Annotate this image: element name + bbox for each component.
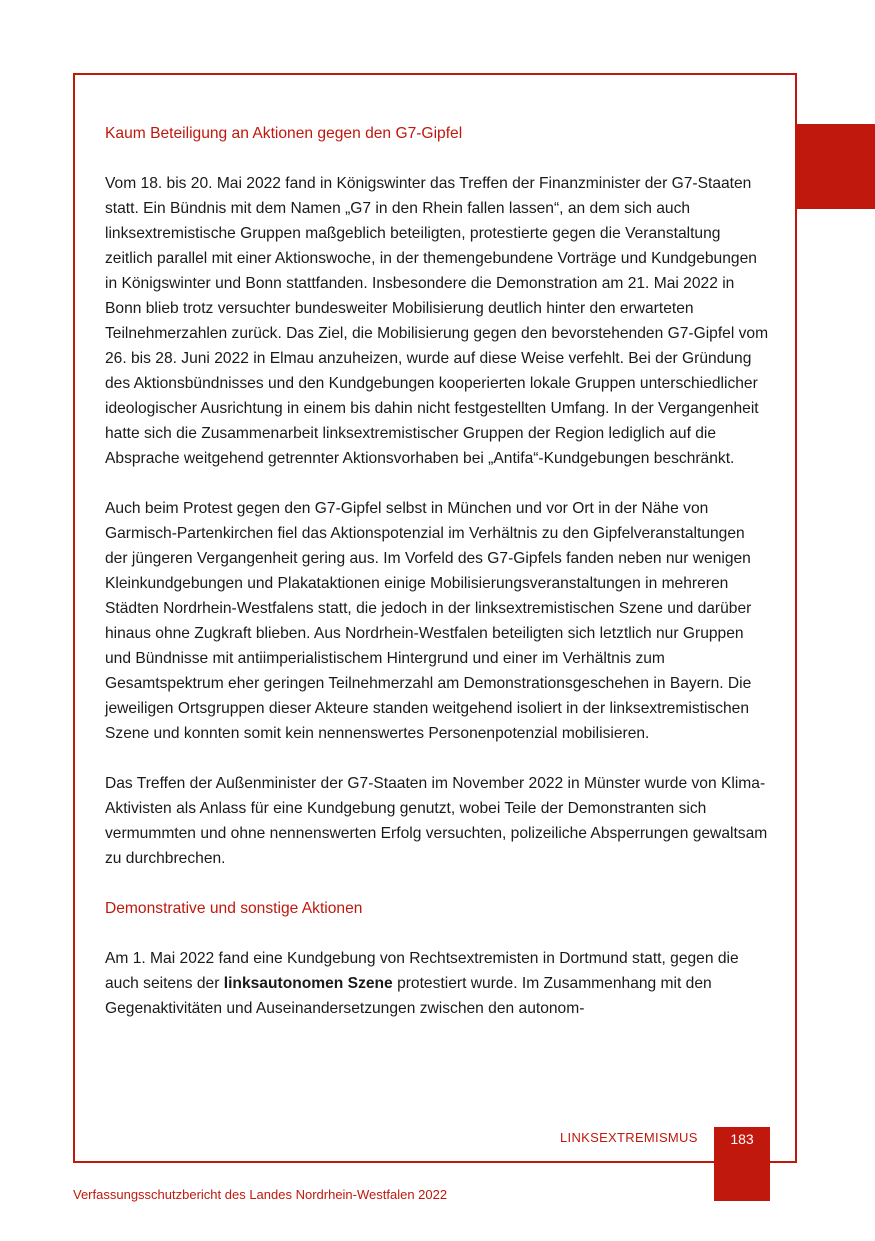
paragraph-dortmund-start: Am 1. Mai 2022 fand eine Kundgebung von Rechtsextremisten in Dortmund statt, gegen die auch seitens der xyxy=(105,950,739,992)
paragraph-dortmund-end: protestiert wurde. Im Zusammenhang mit den Gegenaktivitäten und Auseinandersetzungen zwischen den autonom- xyxy=(105,975,712,1017)
chapter-side-tab xyxy=(797,124,875,209)
document-title: Verfassungsschutzbericht des Landes Nordrhein-Westfalen 2022 xyxy=(73,1187,448,1202)
paragraph-muenster: Das Treffen der Außenminister der G7-Staaten im November 2022 in Münster wurde von Klima-Aktivisten als Anlass für eine Kundgebung genutzt, wobei Teile der Demonstranten sich vermummten und ohne nennenswerten Erfolg versuchten, polizeiliche Absperrungen gewaltsam zu durchbrechen. xyxy=(105,775,768,867)
page-content xyxy=(105,121,770,1046)
paragraph-muenchen: Auch beim Protest gegen den G7-Gipfel selbst in München und vor Ort in der Nähe von Garmisch-Partenkirchen fiel das Aktionspotenzial im Verhältnis zu den Gipfelveranstaltungen der jüngeren Vergangenheit gering aus. Im Vorfeld des G7-Gipfels fanden neben nur wenigen Kleinkundgebungen und Plakataktionen einige Mobilisierungsveranstaltungen in mehreren Städten Nordrhein-Westfalens statt, die jedoch in der linksextremistischen Szene und darüber hinaus ohne Zugkraft blieben. Aus Nordrhein-Westfalen beteiligten sich letztlich nur Gruppen und Bündnisse mit antiimperialistischem Hintergrund und einer im Verhältnis zum Gesamtspektrum eher geringen Teilnehmerzahl am Demonstrationsgeschehen in Bayern. Die jeweiligen Ortsgruppen dieser Akteure standen weitgehend isoliert in der linksextremistischen Szene und konnten somit kein nennenswertes Personenpotenzial mobilisieren. xyxy=(105,500,752,742)
page-number-box xyxy=(714,1127,770,1201)
paragraph-koenigswinter: Vom 18. bis 20. Mai 2022 fand in Königswinter das Treffen der Finanzminister der G7-Staaten statt. Ein Bündnis mit dem Namen „G7 in den Rhein fallen lassen“, an dem sich auch linksextremistische Gruppen maßgeblich beteiligten, protestierte gegen die Veranstaltung zeitlich parallel mit einer Aktionswoche, in der themengebundene Vorträge und Kundgebungen in Königswinter und Bonn stattfanden. Insbesondere die Demonstration am 21. Mai 2022 in Bonn blieb trotz versuchter bundesweiter Mobilisierung deutlich hinter den erwarteten Teilnehmerzahlen zurück. Das Ziel, die Mobilisierung gegen den bevorstehenden G7-Gipfel vom 26. bis 28. Juni 2022 in Elmau anzuheizen, wurde auf diese Weise verfehlt. Bei der Gründung des Aktionsbündnisses und den Kundgebungen kooperierten lokale Gruppen unterschiedlicher ideologischer Ausrichtung in einem bis dahin nicht festgestellten Umfang. In der Vergangenheit hatte sich die Zusammenarbeit linksextremistischer Gruppen der Region lediglich auf die Absprache weitgehend getrennter Aktionsvorhaben bei „Antifa“-Kundgebungen beschränkt. xyxy=(105,175,769,467)
paragraph-dortmund xyxy=(105,946,770,1021)
section-heading-aktionen: Demonstrative und sonstige Aktionen xyxy=(105,900,363,917)
page-number: 183 xyxy=(730,1131,754,1147)
section-heading-g7: Kaum Beteiligung an Aktionen gegen den G7-Gipfel xyxy=(105,125,463,142)
chapter-label: LINKSEXTREMISMUS xyxy=(560,1130,698,1145)
bold-term: linksautonomen Szene xyxy=(223,975,393,992)
